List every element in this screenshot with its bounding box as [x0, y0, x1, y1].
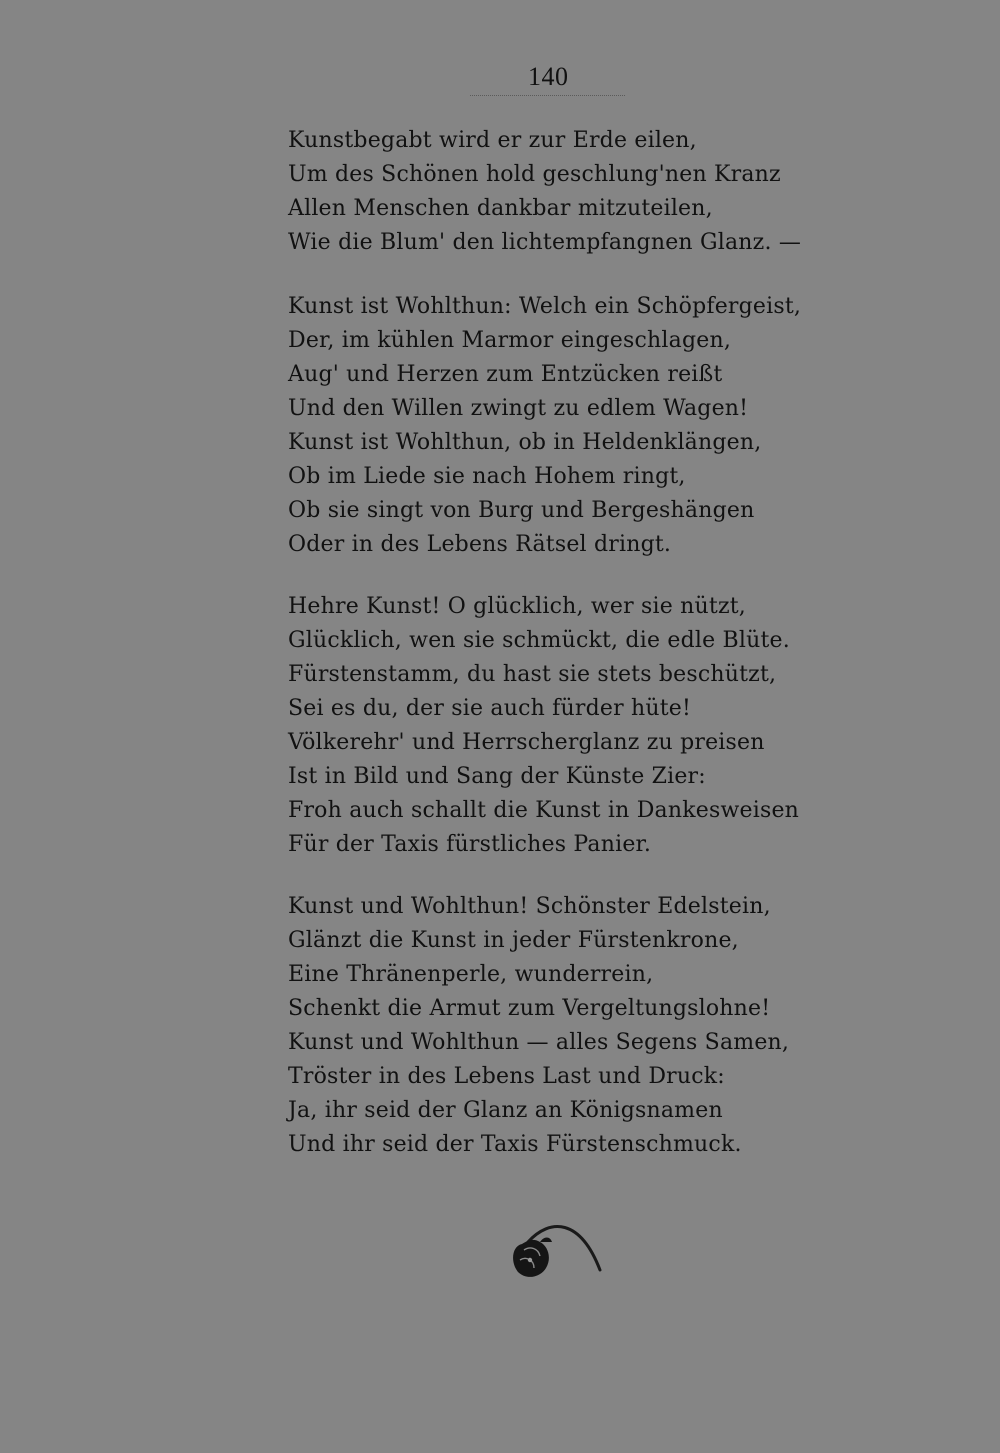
- poem-line: Sei es du, der sie auch fürder hüte!: [288, 696, 692, 721]
- poem-line: Glänzt die Kunst in jeder Fürstenkrone,: [288, 928, 739, 953]
- stanza-3: [288, 590, 808, 862]
- stanza-4: [288, 890, 808, 1162]
- poem-line: Froh auch schallt die Kunst in Dankesweisen: [288, 798, 800, 823]
- poem-line: Ist in Bild und Sang der Künste Zier:: [288, 764, 706, 789]
- poem-line: Eine Thränenperle, wunderrein,: [288, 962, 654, 987]
- poem-line: Kunstbegabt wird er zur Erde eilen,: [288, 128, 697, 153]
- poem-line: Ob im Liede sie nach Hohem ringt,: [288, 464, 686, 489]
- stanza-2: [288, 290, 808, 562]
- header-rule: [470, 95, 625, 98]
- poem-line: Und den Willen zwingt zu edlem Wagen!: [288, 396, 749, 421]
- poem-line: Und ihr seid der Taxis Fürstenschmuck.: [288, 1132, 742, 1157]
- poem-line: Kunst und Wohlthun — alles Segens Samen,: [288, 1030, 790, 1055]
- poem-line: Völkerehr' und Herrscherglanz zu preisen: [288, 730, 765, 755]
- poem-line: Fürstenstamm, du hast sie stets beschützt,: [288, 662, 777, 687]
- stanza-1: [288, 124, 808, 260]
- poem-line: Um des Schönen hold geschlung'nen Kranz: [288, 162, 781, 187]
- poem-line: Schenkt die Armut zum Vergeltungslohne!: [288, 996, 771, 1021]
- poem-line: Glücklich, wen sie schmückt, die edle Blüte.: [288, 628, 790, 653]
- poem-line: Kunst und Wohlthun! Schönster Edelstein,: [288, 894, 771, 919]
- page-number: 140: [528, 62, 569, 91]
- poem-line: Für der Taxis fürstliches Panier.: [288, 832, 652, 857]
- poem-line: Wie die Blum' den lichtempfangnen Glanz. —: [288, 230, 802, 255]
- poem-line: Hehre Kunst! O glücklich, wer sie nützt,: [288, 594, 746, 619]
- poem-line: Ja, ihr seid der Glanz an Königsnamen: [288, 1098, 723, 1123]
- poem-line: Tröster in des Lebens Last und Druck:: [288, 1064, 725, 1089]
- poem-line: Kunst ist Wohlthun: Welch ein Schöpfergeist,: [288, 294, 802, 319]
- poem-line: Der, im kühlen Marmor eingeschlagen,: [288, 328, 732, 353]
- poem-line: Allen Menschen dankbar mitzuteilen,: [288, 196, 713, 221]
- poem-line: Ob sie singt von Burg und Bergeshängen: [288, 498, 755, 523]
- poem-line: Kunst ist Wohlthun, ob in Heldenklängen,: [288, 430, 762, 455]
- poppy-flower-icon: [510, 1220, 606, 1280]
- poem-line: Aug' und Herzen zum Entzücken reißt: [288, 362, 723, 387]
- poem-line: Oder in des Lebens Rätsel dringt.: [288, 532, 672, 557]
